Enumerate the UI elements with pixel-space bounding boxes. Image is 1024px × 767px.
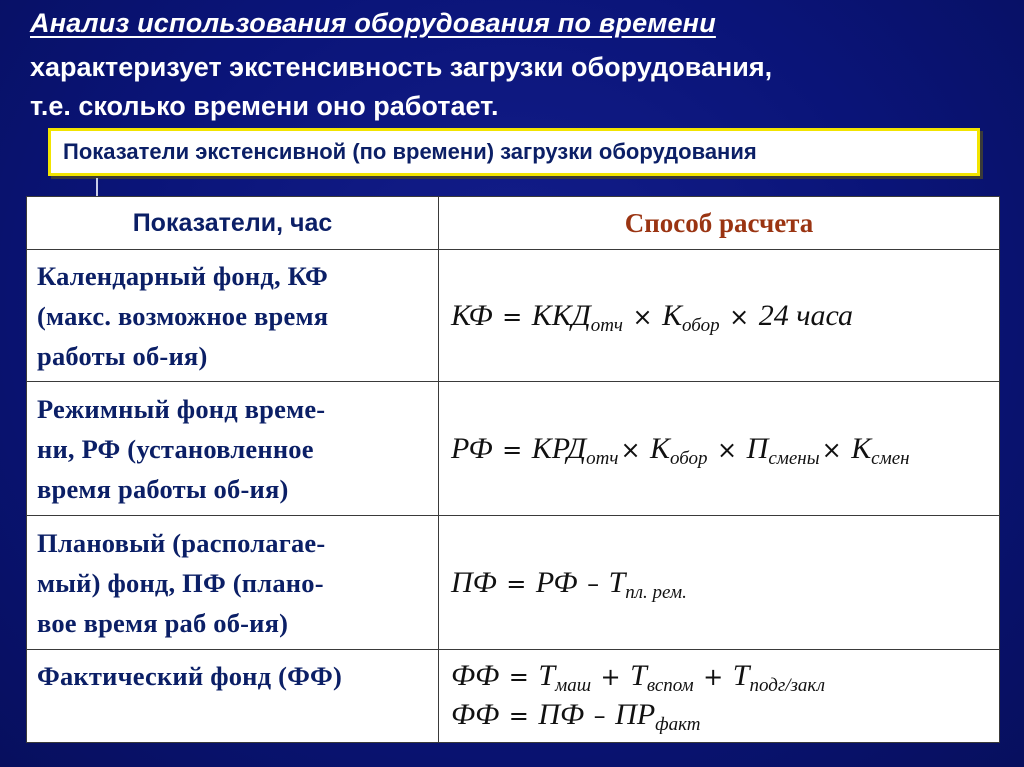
formula-subscript: пл. рем.: [625, 581, 687, 603]
header-indicators: Показатели, час: [27, 197, 439, 250]
minus-sign: –: [587, 569, 600, 598]
indicator-line: Фактический фонд (ФФ): [37, 661, 343, 691]
formula-line-a: [451, 657, 999, 696]
times-sign: ×: [729, 302, 750, 331]
formula-lhs: РФ: [451, 431, 493, 465]
equals-sign: =: [506, 569, 527, 598]
formula-term: РФ: [535, 565, 578, 599]
formula-lhs: ПФ: [451, 565, 497, 599]
formula-calendar-fund: [439, 250, 1000, 382]
plus-sign: +: [600, 663, 621, 691]
indicators-table: [26, 196, 1000, 743]
formula-term: Т: [630, 659, 647, 692]
indicators-banner: [48, 128, 980, 176]
table-row: [27, 382, 1000, 516]
times-sign: ×: [821, 435, 842, 464]
indicator-line: мый) фонд, ПФ (плано-: [37, 567, 324, 598]
connector-tick: [96, 178, 98, 196]
formula-term: К: [662, 298, 683, 332]
indicator-actual-fund: [27, 650, 439, 743]
formula-regime-fund: [439, 382, 1000, 516]
equals-sign: =: [502, 302, 523, 331]
times-sign: ×: [717, 435, 738, 464]
indicator-line: Режимный фонд време-: [37, 393, 326, 424]
formula-term: Т: [732, 659, 750, 692]
formula-line-b: [451, 696, 999, 735]
indicator-regime-fund: [27, 382, 439, 516]
indicator-line: (макс. возможное время: [37, 300, 329, 331]
equals-sign: =: [502, 435, 523, 464]
formula-term: Т: [538, 659, 556, 692]
formula-subscript: факт: [655, 714, 701, 735]
formula-subscript: обор: [669, 447, 708, 469]
table-row: [27, 516, 1000, 650]
slide-title: Анализ использования оборудования по времени: [30, 8, 716, 38]
formula-term: ККД: [531, 298, 591, 332]
indicator-line: работы об-ия): [37, 340, 208, 371]
formula-term: ПФ: [538, 698, 585, 731]
plus-sign: +: [703, 663, 724, 691]
formula-subscript: отч: [590, 314, 623, 336]
formula-lhs: ФФ: [451, 659, 500, 692]
formula-subscript: обор: [682, 314, 720, 336]
indicator-planned-fund: [27, 516, 439, 650]
formula-subscript: вспом: [646, 675, 694, 696]
formula-term: КРД: [531, 431, 587, 465]
indicator-line: Календарный фонд, КФ: [37, 260, 329, 291]
subtitle-line-1: характеризует экстенсивность загрузки оборудования,: [30, 52, 773, 82]
equals-sign: =: [508, 702, 529, 730]
formula-lhs: КФ: [451, 298, 493, 332]
formula-subscript: маш: [555, 675, 592, 696]
indicator-line: вое время раб об-ия): [37, 607, 289, 638]
formula-term: 24 часа: [758, 298, 854, 332]
formula-term: П: [746, 431, 769, 465]
banner-text: Показатели экстенсивной (по времени) загрузки оборудования: [63, 139, 757, 164]
table-row: [27, 650, 1000, 743]
table-header-row: [27, 197, 1000, 250]
table-row: [27, 250, 1000, 382]
header-method: Способ расчета: [439, 197, 1000, 250]
formula-subscript: отч: [586, 447, 619, 469]
indicator-calendar-fund: [27, 250, 439, 382]
formula-term: ПР: [615, 698, 656, 731]
formula-subscript: подг/закл: [749, 675, 825, 696]
indicator-line: время работы об-ия): [37, 473, 289, 504]
indicator-line: Плановый (располагае-: [37, 527, 326, 558]
formula-term: К: [851, 431, 872, 465]
formula-term: К: [650, 431, 670, 465]
times-sign: ×: [632, 302, 653, 331]
formula-subscript: смены: [768, 447, 820, 469]
formula-subscript: смен: [871, 447, 910, 469]
formula-planned-fund: [439, 516, 1000, 650]
equals-sign: =: [508, 663, 529, 691]
formula-lhs: ФФ: [451, 698, 500, 731]
times-sign: ×: [620, 435, 641, 464]
formula-actual-fund: [439, 650, 1000, 743]
subtitle-line-2: т.е. сколько времени оно работает.: [30, 91, 499, 121]
formula-term: Т: [608, 565, 626, 599]
indicator-line: ни, РФ (установленное: [37, 433, 314, 464]
minus-sign: –: [593, 702, 606, 730]
